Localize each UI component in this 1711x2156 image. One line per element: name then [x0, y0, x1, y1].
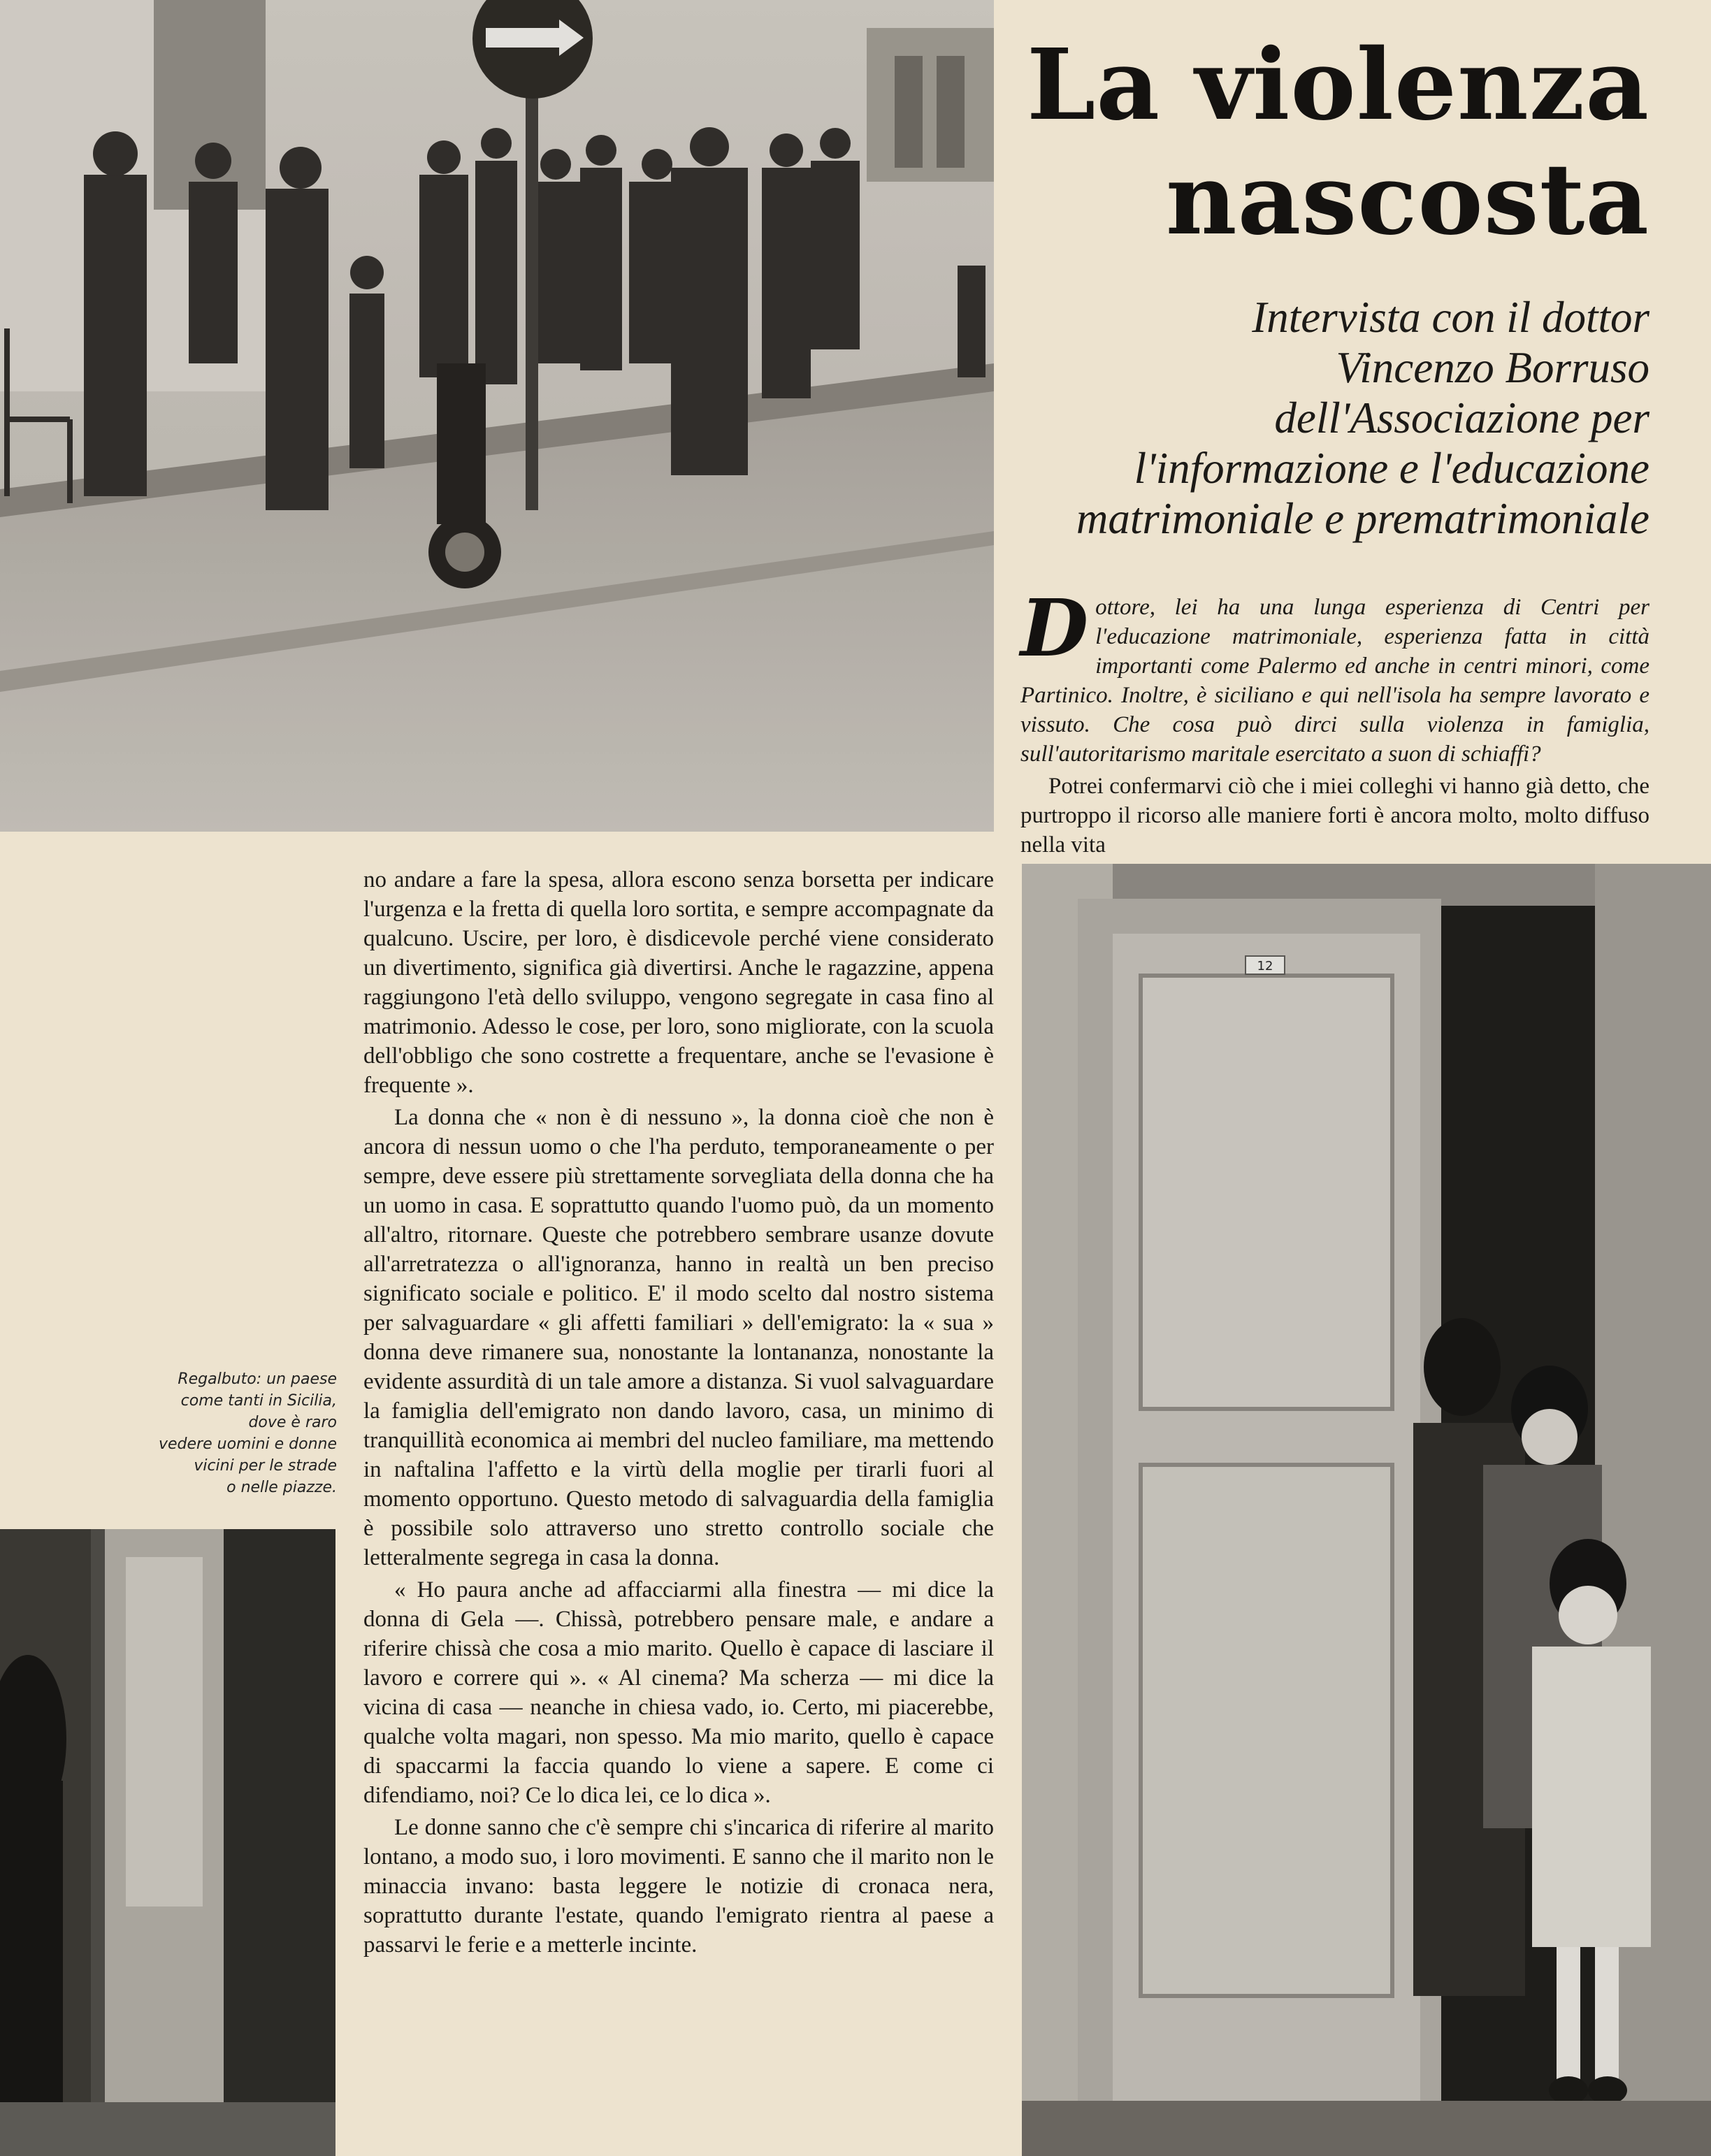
subtitle-line: l'informazione e l'educazione — [1134, 444, 1649, 493]
subtitle-line: dell'Associazione per — [1274, 393, 1649, 442]
caption-line: vicini per le strade — [194, 1457, 337, 1475]
subtitle-line: Intervista con il dottor — [1252, 293, 1649, 342]
caption-line: dove è raro — [248, 1414, 337, 1431]
article-paragraph: « Ho paura anche ad affacciarmi alla finestra — mi dice la donna di Gela —. Chissà, potrebbero pensare male, e andare a riferire chissà che cosa a mio marito. Quello è capace di lasciare il lavoro e correre qui ». « Al cinema? Ma scherza — mi dice la vicina di casa — neanche in chiesa vado, io. Certo, mi piacerebbe, qualche volta magari, non spesso. Ma mio marito, quello è capace di spaccarmi la faccia quando lo viene a sapere. E come ci difendiamo, noi? Ce lo dica lei, ce lo dica ». — [363, 1577, 994, 1808]
article-paragraph: Le donne sanno che c'è sempre chi s'incarica di riferire al marito lontano, a modo suo, i loro movimenti. E sanno che il marito non le minaccia invano: basta leggere le notizie di cronaca nera, soprattutto durante l'estate, quando l'emigrato rientra al paese a passarvi le ferie e a metterle incinte. — [363, 1815, 994, 1958]
article-column — [363, 865, 994, 1962]
title-line-1: La violenza — [1026, 28, 1649, 143]
interview-question — [1020, 583, 1649, 769]
article-paragraph: La donna che « non è di nessuno », la donna cioè che non è ancora di nessun uomo o che l'ha perduto, temporaneamente o per sempre, deve essere più strettamente sorvegliata della donna che ha un uomo in casa. E soprattutto quando l'uomo può, da un momento all'altro, ritornare. Queste che potrebbero sembrare usanze dovute all'arretratezza o all'ignoranza, hanno in realtà un ben preciso significato sociale e politico. E' il modo scelto dal nostro sistema per salvaguardare « gli affetti familiari » dell'emigrato: la « sua » donna deve rimanere sua, nonostante la lontananza, nonostante la evidente assurdità di un tale amore a distanza. Si vuol salvaguardare la famiglia dell'emigrato non dando lavoro, casa, un minimo di tranquillità economica ai membri del nucleo familiare, ma mettendo in naftalina l'affetto e la virtù della moglie per tirarli fuori al momento opportuno. Questo metodo di salvaguardia della famiglia è possibile solo attraverso uno stretto controllo sociale che letteralmente segrega in casa la donna. — [363, 1105, 994, 1570]
small-doorway-photo — [0, 1529, 335, 2156]
article-paragraph: no andare a fare la spesa, allora escono senza borsetta per indicare l'urgenza e la fretta di quella loro sortita, e sempre accompagnate da qualcuno. Uscire, per loro, è disdicevole perché viene considerato un divertimento, significa già divertirsi. Anche le ragazzine, appena raggiungono l'età dello sviluppo, vengono segregate in casa fino al matrimonio. Adesso le cose, per loro, sono migliorate, con la scuola dell'obbligo che sono costrette a frequentare, anche se l'evasione è frequente ». — [363, 867, 994, 1098]
title-line-2: nascosta — [1165, 143, 1649, 257]
door-number: 12 — [1257, 959, 1273, 974]
photo-caption — [70, 1368, 337, 1498]
caption-line: o nelle piazze. — [226, 1479, 337, 1496]
caption-line: come tanti in Sicilia, — [180, 1392, 337, 1410]
article-title — [1006, 28, 1649, 257]
caption-line: Regalbuto: un paese — [178, 1370, 337, 1388]
subtitle-line: Vincenzo Borruso — [1336, 343, 1649, 392]
drop-cap: D — [1020, 583, 1089, 674]
subtitle-line: matrimoniale e prematrimoniale — [1076, 494, 1649, 543]
interview-answer-start: Potrei confermarvi ciò che i miei colleghi vi hanno già detto, che purtroppo il ricorso alle maniere forti è ancora molto, molto diffuso nella vita — [1020, 774, 1649, 858]
street-photo — [0, 0, 994, 832]
doorway-photo — [1022, 864, 1711, 2156]
question-text: ottore, lei ha una lunga esperienza di Centri per l'educazione matrimoniale, esperienza fatta in città importanti come Palermo ed anche in centri minori, come Partinico. Inoltre, è siciliano e qui nell'isola ha sempre lavorato e vissuto. Che cosa può dirci sulla violenza in famiglia, sull'autoritarismo maritale esercitato a suon di schiaffi? — [1020, 595, 1649, 767]
caption-line: vedere uomini e donne — [159, 1435, 337, 1453]
article-subtitle — [979, 292, 1649, 544]
